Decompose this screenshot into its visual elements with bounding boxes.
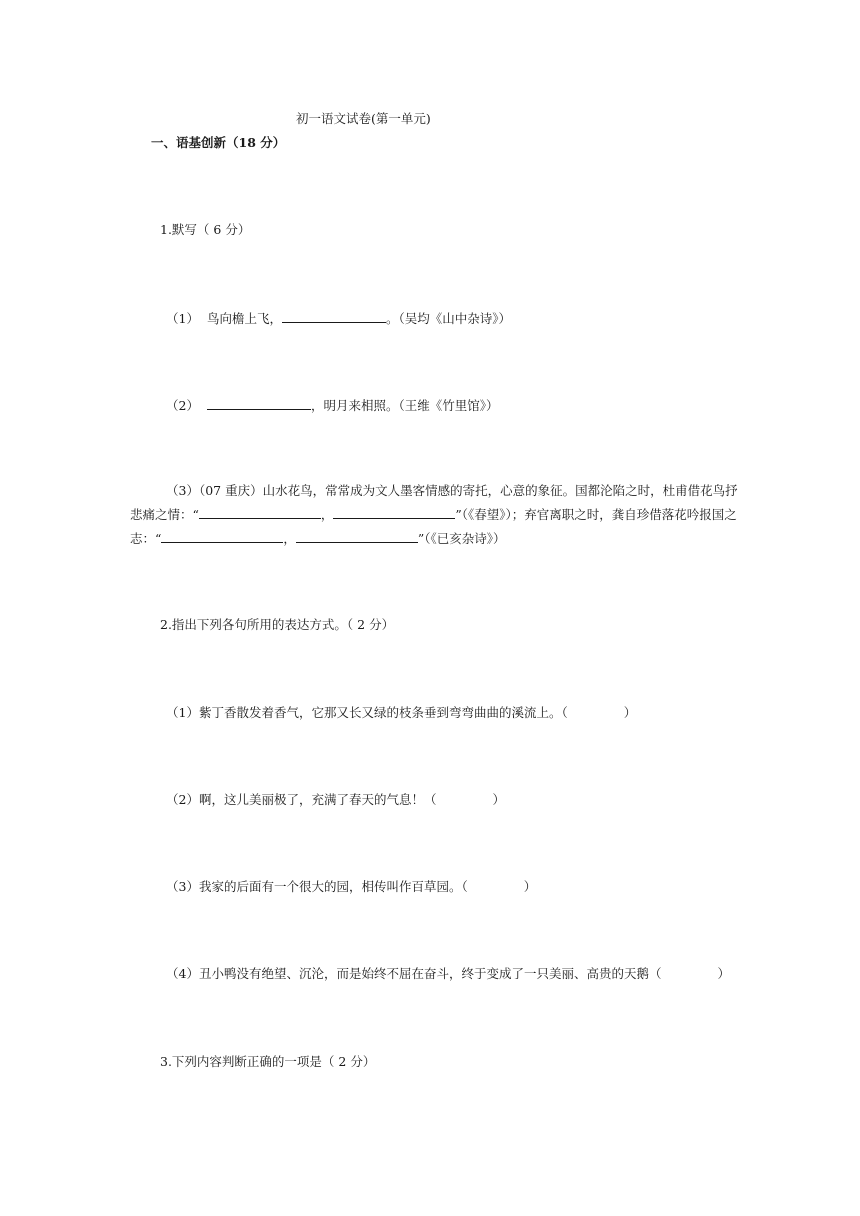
question-2-item-3	[166, 881, 536, 894]
answer-blank[interactable]	[199, 507, 321, 519]
question-2-item-1	[166, 707, 636, 720]
item-close-paren: ）	[717, 966, 730, 981]
question-1-label: 1.默写（ 6 分）	[160, 222, 251, 237]
answer-blank[interactable]	[161, 531, 283, 543]
item-text-before: 鸟向檐上飞，	[206, 311, 282, 326]
question-1-item-1	[166, 311, 511, 326]
section-heading: 一、语基创新（18 分）	[151, 135, 286, 150]
answer-blank[interactable]	[282, 311, 386, 323]
item-number: （2）	[166, 398, 199, 413]
item-text: （4）丑小鸭没有绝望、沉沦，而是始终不屈在奋斗，终于变成了一只美丽、高贵的天鹅（	[166, 966, 662, 981]
question-2-item-2	[166, 794, 505, 807]
item-3-comma-2: ，	[283, 531, 296, 546]
item-text: （3）我家的后面有一个很大的园，相传叫作百草园。（	[166, 879, 468, 894]
item-text-after: ，明月来相照。（王维《竹里馆》）	[310, 398, 499, 413]
item-close-paren: ）	[623, 705, 637, 720]
item-close-paren: ）	[492, 792, 505, 807]
item-3-part-1: （3）（07 重庆）山水花鸟，常常成为文人墨客情感的寄托，心意的象征。国都沦陷之时，杜甫借花鸟抒悲痛之情：“	[130, 483, 738, 522]
answer-blank[interactable]	[207, 398, 311, 410]
item-close-paren: ）	[523, 879, 537, 894]
question-2-item-4	[166, 968, 730, 981]
question-2-label: 2.指出下列各句所用的表达方式。（ 2 分）	[160, 617, 395, 632]
answer-blank[interactable]	[296, 531, 418, 543]
item-3-part-2: ”（《春望》）；弃官离职之时，龚自珍借落花吟报国之志：“	[130, 507, 737, 546]
item-number: （1）	[166, 311, 199, 326]
item-text: （2）啊，这儿美丽极了，充满了春天的气息！（	[166, 792, 437, 807]
question-1-item-2	[166, 398, 498, 413]
page-title: 初一语文试卷(第一单元)	[296, 111, 431, 126]
item-text-after: 。（吴均《山中杂诗》）	[385, 311, 511, 326]
item-3-comma-1: ，	[320, 507, 334, 522]
item-3-part-3: ”（《已亥杂诗》）	[417, 531, 506, 546]
answer-blank[interactable]	[333, 507, 455, 519]
question-3-label: 3.下列内容判断正确的一项是（ 2 分）	[160, 1054, 376, 1069]
item-text: （1）紫丁香散发着香气，它那又长又绿的枝条垂到弯弯曲曲的溪流上。（	[166, 705, 568, 720]
question-1-item-3	[130, 479, 742, 551]
